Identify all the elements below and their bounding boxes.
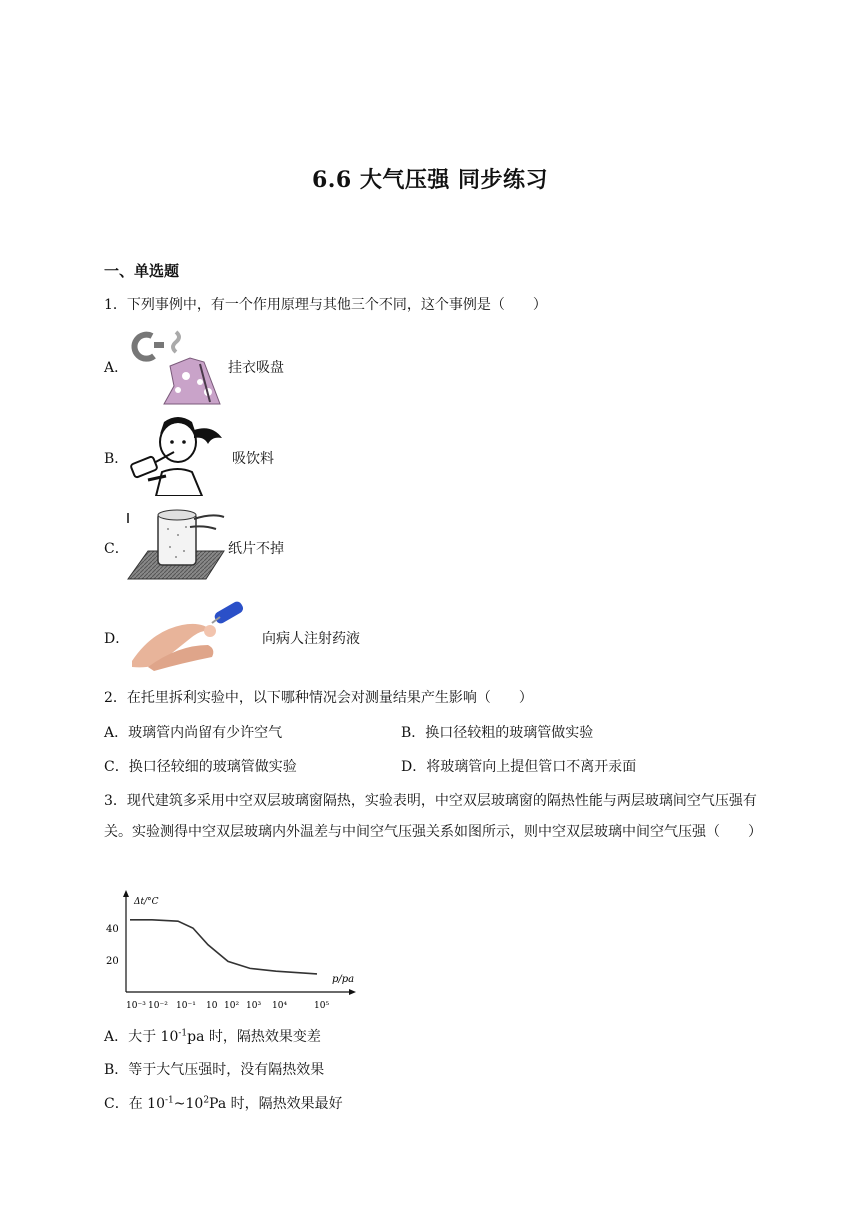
q3-option-c-rest: Pa 时，隔热效果最好 (209, 1096, 343, 1112)
x-axis-arrow (349, 989, 356, 995)
q3-option-a-rest: pa 时，隔热效果变差 (187, 1029, 321, 1045)
q3-option-a-label: A．大于 10 (104, 1029, 179, 1045)
x-tick-label: 10⁻³ (126, 1001, 146, 1011)
question-1-stem: 1．下列事例中，有一个作用原理与其他三个不同，这个事例是（ ） (104, 297, 547, 313)
question-2-stem: 2．在托里拆利实验中，以下哪种情况会对测量结果产生影响（ ） (104, 690, 533, 706)
q3-option-b: B．等于大气压强时，没有隔热效果 (104, 1062, 325, 1078)
section-heading: 一、单选题 (104, 262, 180, 280)
q3-option-c-exponent-1: -1 (164, 1095, 174, 1106)
inverted-cup-paper-icon (124, 505, 228, 583)
q3-option-c-label: C．在 10 (104, 1096, 165, 1112)
q1-option-d-text: 向病人注射药液 (262, 631, 360, 647)
q1-option-a-text: 挂衣吸盘 (228, 360, 284, 376)
y-axis-arrow (123, 890, 129, 897)
syringe-injection-icon (128, 601, 246, 671)
page-title: 6.6 大气压强 同步练习 (311, 167, 549, 193)
girl-drinking-straw-icon (126, 414, 230, 496)
q3-option-a-exponent: -1 (178, 1028, 188, 1039)
x-tick-label: 10² (224, 1001, 240, 1011)
data-line (130, 920, 317, 974)
q3-option-c (104, 1094, 343, 1114)
q2-option-b: B．换口径较粗的玻璃管做实验 (401, 725, 594, 741)
y-tick-label-20: 20 (106, 956, 119, 967)
x-tick-label: 10 (206, 1001, 218, 1011)
q2-option-a: A．玻璃管内尚留有少许空气 (104, 725, 283, 741)
x-tick-label: 10⁴ (272, 1001, 288, 1011)
q2-option-d: D．将玻璃管向上提但管口不离开汞面 (401, 759, 637, 775)
q1-option-d-label: D． (104, 631, 130, 647)
q1-option-b-label: B． (104, 451, 129, 467)
temperature-pressure-chart (104, 888, 364, 1016)
x-tick-label: 10⁵ (314, 1001, 330, 1011)
q2-option-c: C．换口径较细的玻璃管做实验 (104, 759, 297, 775)
suction-hook-icon (130, 326, 226, 406)
x-tick-label: 10⁻² (148, 1001, 168, 1011)
x-tick-label: 10⁻¹ (176, 1001, 196, 1011)
question-3-stem: 3．现代建筑多采用中空双层玻璃窗隔热，实验表明，中空双层玻璃窗的隔热性能与两层玻璃间空气压强有关。实验测得中空双层玻璃内外温差与中间空气压强关系如图所示，则中空双层玻璃中间空气压强（ ） (104, 793, 762, 840)
y-axis-label: Δt/°C (134, 897, 159, 907)
q3-option-c-exponent-2: 2 (203, 1095, 210, 1106)
q1-option-b-text: 吸饮料 (232, 451, 274, 467)
x-axis-label: p/pa (332, 974, 355, 985)
q3-option-a (104, 1027, 321, 1047)
q1-option-c-label: C． (104, 541, 129, 557)
q1-option-a-label: A． (104, 360, 129, 376)
x-tick-label: 10³ (246, 1001, 262, 1011)
q1-option-c-text: 纸片不掉 (228, 541, 284, 557)
y-tick-label-40: 40 (106, 924, 119, 935)
q3-option-c-mid: ~10 (173, 1096, 204, 1112)
